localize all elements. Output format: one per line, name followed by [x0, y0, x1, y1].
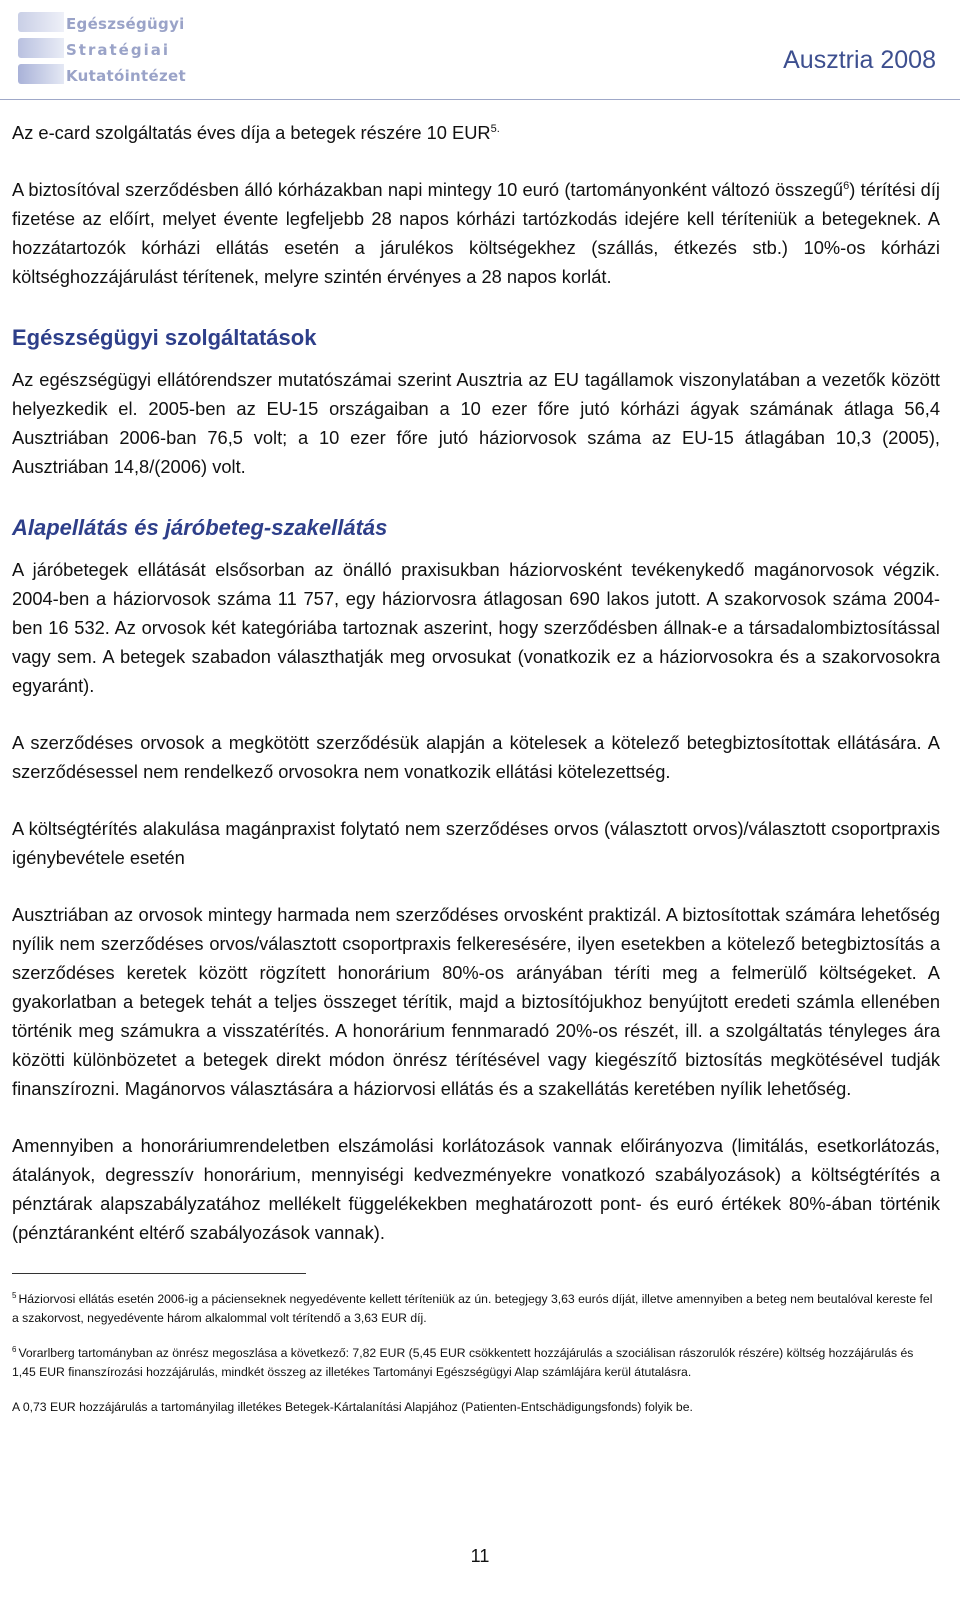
logo-line: Stratégiai — [66, 41, 170, 59]
footnote-text: A 0,73 EUR hozzájárulás a tartományilag illetékes Betegek-Kártalanítási Alapjához (Patienten-Entschädigungsfonds) folyik be. — [12, 1400, 693, 1414]
page-content — [12, 118, 940, 1433]
paragraph-text: Az e-card szolgáltatás éves díja a betegek részére 10 EUR — [12, 122, 491, 143]
footnote-separator — [12, 1273, 306, 1274]
footnote — [12, 1398, 940, 1417]
paragraph-health-services: Az egészségügyi ellátórendszer mutatószámai szerint Ausztria az EU tagállamok viszonylatában a vezetők között helyezkedik el. 2005-ben az EU-15 országaiban a 10 ezer főre jutó kórházi ágyak számának átlaga 56,4 Ausztriában 2006-ban 76,5 volt; a 10 ezer főre jutó háziorvosok száma az EU-15 átlagában 10,3 (2005), Ausztriában 14,8/(2006) volt. — [12, 369, 940, 477]
footnote-text: Vorarlberg tartományban az önrész megoszlása a következő: 7,82 EUR (5,45 EUR csökkentett hozzájárulás a szociálisan rászorulók részére) költség hozzájárulás és 1,45 EUR finanszírozási hozzájárulás, mindkét összeg az illetékes Tartományi Egészségügyi Alap számlájára kerül átutalásra. — [12, 1346, 914, 1379]
logo-line: Kutatóintézet — [66, 67, 186, 85]
page-number: 11 — [470, 1546, 490, 1566]
footnote — [12, 1290, 940, 1328]
paragraph-contract-doctors: A szerződéses orvosok a megkötött szerződésük alapján a kötelesek a kötelező betegbiztosítottak ellátására. A szerződésessel nem rendelkező orvosokra nem vonatkozik ellátási kötelezettség. — [12, 732, 940, 782]
page-header — [0, 0, 960, 110]
institute-logo — [14, 10, 186, 88]
logo-bar-icon — [18, 38, 64, 58]
paragraph-hospital-fee — [12, 175, 940, 291]
header-rule — [0, 99, 960, 100]
logo-bar-icon — [18, 12, 64, 32]
logo-bar-icon — [18, 64, 64, 84]
footnote — [12, 1344, 940, 1382]
paragraph-ecard-fee — [12, 118, 940, 147]
logo-line: Egészségügyi — [66, 15, 185, 33]
footnote-number: 5 — [12, 1290, 17, 1300]
paragraph-text: A biztosítóval szerződésben álló kórházakban napi mintegy 10 euró (tartományonként változó összegű — [12, 179, 844, 200]
paragraph-primary-care: A járóbetegek ellátását elsősorban az önálló praxisukban háziorvosként tevékenykedő magánorvosok végzik. 2004-ben a háziorvosok száma 11 757, egy háziorvosra átlagosan 690 lakos jutott. A szakorvosok száma 2004-ben 16 532. Az orvosok két kategóriába tartoznak aszerint, hogy szerződésben állnak-e a társadalombiztosítással vagy sem. A betegek szabadon választhatják meg orvosukat (vonatkozik ez a háziorvosokra és a szakorvosokra egyaránt). — [12, 559, 940, 696]
section-heading-primary-care: Alapellátás és járóbeteg-szakellátás — [12, 515, 388, 540]
footnote-text: Háziorvosi ellátás esetén 2006-ig a pácienseknek negyedévente kellett téríteniük az ún. betegjegy 3,63 eurós díját, illetve amennyiben a beteg nem beutalóval kereste fel a szakorvost, negyedévente három alkalommal volt térítendő a 3,63 EUR díj. — [12, 1292, 933, 1325]
section-heading-health-services: Egészségügyi szolgáltatások — [12, 325, 317, 350]
paragraph-text: ) térítési díj fizetése az előírt, melyet évente legfeljebb 28 napos kórházi tartózkodás idejére kell téríteniük a betegeknek. A hozzátartozók kórházi ellátás esetén a járulékos költségekhez (szállás, étkezés stb.) 10%-os kórházi költséghozzájárulást térítenek, melyre szintén érvényes a 28 napos korlát. — [12, 179, 940, 287]
footnote-ref[interactable]: 5. — [490, 122, 500, 135]
paragraph-cost-reimbursement-title: A költségtérítés alakulása magánpraxist folytató nem szerződéses orvos (választott orvos)/választott csoportpraxis igénybevétele esetén — [12, 818, 940, 868]
paragraph-non-contract-doctors: Ausztriában az orvosok mintegy harmada nem szerződéses orvosként praktizál. A biztosítottak számára lehetőség nyílik nem szerződéses orvos/választott csoportpraxis felkeresésére, ilyen esetekben a kötelező betegbiztosítás a szerződéses keretek között rögzített honorárium 80%-os arányában téríti meg a felmerülő költségeket. A gyakorlatban a betegek tehát a teljes összeget térítik, majd a biztosítójukhoz benyújtott eredeti számla ellenében történik meg számukra a visszatérítés. A honorárium fennmaradó 20%-os részét, ill. a szolgáltatás tényleges ára közötti különbözetet a betegek direkt módon önrész térítésével vagy kiegészítő biztosítás megkötésével tudják finanszírozni. Magánorvos választására a háziorvosi ellátás és a szakellátás keretében nyílik lehetőség. — [12, 904, 940, 1099]
footnote-number: 6 — [12, 1344, 17, 1354]
paragraph-billing-limits: Amennyiben a honoráriumrendeletben elszámolási korlátozások vannak előirányozva (limitálás, esetkorlátozás, átalányok, degresszív honorárium, mennyiségi kedvezményekre vonatkozó szabályozások) a költségtérítés a pénztárak alapszabályzatához mellékelt függelékekben meghatározott pont- és euró értékek 80%-ában történik (pénztáranként eltérő szabályozások vannak). — [12, 1135, 940, 1243]
running-head: Ausztria 2008 — [783, 46, 936, 74]
footnote-ref[interactable]: 6 — [843, 179, 850, 192]
